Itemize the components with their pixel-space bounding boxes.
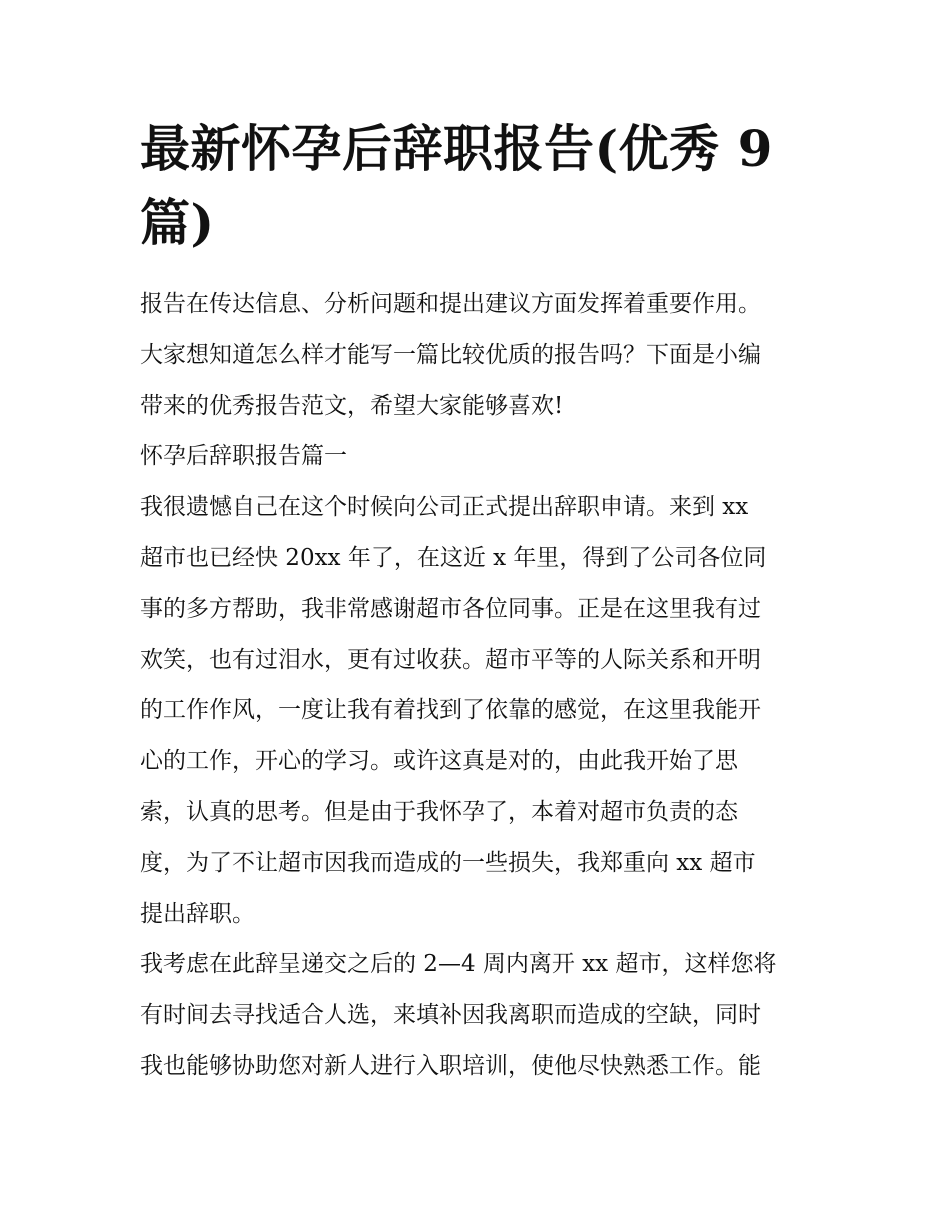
body-line: 超市也已经快 20xx 年了，在这近 x 年里，得到了公司各位同 <box>140 544 767 571</box>
section-heading: 怀孕后辞职报告篇一 <box>140 443 347 470</box>
document-title: 最新怀孕后辞职报告(优秀 9 篇) <box>140 119 773 252</box>
body-line: 事的多方帮助，我非常感谢超市各位同事。正是在这里我有过 <box>140 595 761 622</box>
body-line: 带来的优秀报告范文，希望大家能够喜欢! <box>140 392 564 419</box>
body-line: 大家想知道怎么样才能写一篇比较优质的报告吗？下面是小编 <box>140 341 761 368</box>
body-line: 提出辞职。 <box>140 900 255 927</box>
body-line: 心的工作，开心的学习。或许这真是对的，由此我开始了思 <box>140 748 738 775</box>
body-line: 的工作作风，一度让我有着找到了依靠的感觉，在这里我能开 <box>140 697 761 724</box>
body-line: 我也能够协助您对新人进行入职培训，使他尽快熟悉工作。能 <box>140 1052 761 1079</box>
body-line: 度，为了不让超市因我而造成的一些损失，我郑重向 xx 超市 <box>140 849 756 876</box>
body-line: 我很遗憾自己在这个时候向公司正式提出辞职申请。来到 xx <box>140 494 749 521</box>
document-body <box>140 279 816 1092</box>
body-line: 报告在传达信息、分析问题和提出建议方面发挥着重要作用。 <box>140 291 761 317</box>
body-line: 有时间去寻找适合人选，来填补因我离职而造成的空缺，同时 <box>140 1002 761 1029</box>
body-line: 我考虑在此辞呈递交之后的 2—4 周内离开 xx 超市，这样您将 <box>140 951 777 978</box>
body-line: 索，认真的思考。但是由于我怀孕了，本着对超市负责的态 <box>140 798 738 825</box>
body-line: 欢笑，也有过泪水，更有过收获。超市平等的人际关系和开明 <box>140 646 761 673</box>
